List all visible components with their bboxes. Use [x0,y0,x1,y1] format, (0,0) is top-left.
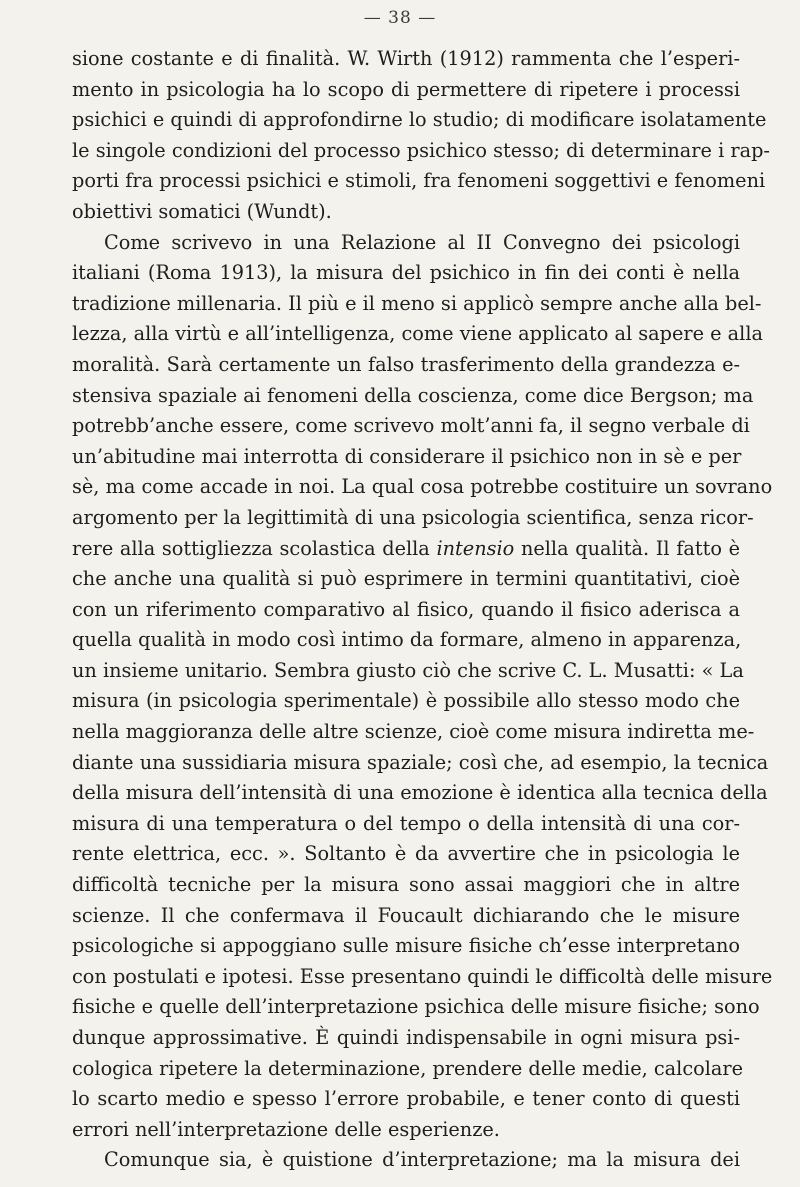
text-line: moralità. Sarà certamente un falso trasferimento della grandezza e- [72,352,740,376]
text-line: sè, ma come accade in noi. La qual cosa potrebbe costituire un sovrano [72,475,773,499]
text-segment: nella qualità. Il fatto è [520,536,740,560]
text-line: Comunque sia, è quistione d’interpretazione; ma la misura dei [104,1148,740,1172]
text-line: cologica ripetere la determinazione, prendere delle medie, calcolare [72,1056,744,1080]
italic-term: intensio [436,536,515,560]
text-line: Come scrivevo in una Relazione al II Convegno dei psicologi [104,230,740,254]
text-line: tradizione millenaria. Il più e il meno si applicò sempre anche alla bel- [72,291,762,315]
text-line: nella maggioranza delle altre scienze, cioè come misura indiretta me- [72,720,755,744]
text-line: mento in psicologia ha lo scopo di permettere di ripetere i processi [72,77,740,101]
text-line: misura di una temperatura o del tempo o della intensità di una cor- [72,811,740,835]
text-line: argomento per la legittimità di una psicologia scientifica, senza ricor- [72,505,754,529]
text-line: rente elettrica, ecc. ». Soltanto è da avvertire che in psicologia le [72,842,740,866]
text-line: lo scarto medio e spesso l’errore probabile, e tener conto di questi [72,1087,740,1111]
text-line: difficoltà tecniche per la misura sono assai maggiori che in altre [72,873,740,897]
text-line: psicologiche si appoggiano sulle misure fisiche ch’esse interpretano [72,934,740,958]
text-line: italiani (Roma 1913), la misura del psichico in fin dei conti è nella [72,261,740,285]
text-line: che anche una qualità si può esprimere in termini quantitativi, cioè [72,567,740,591]
text-line: un insieme unitario. Sembra giusto ciò che scrive C. L. Musatti: « La [72,658,744,682]
text-line: errori nell’interpretazione delle esperienze. [72,1117,500,1141]
text-line: obiettivi somatici (Wundt). [72,199,332,223]
text-line: fisiche e quelle dell’interpretazione psichica delle misure fisiche; sono [72,995,760,1019]
text-line: diante una sussidiaria misura spaziale; così che, ad esempio, la tecnica [72,750,769,774]
text-line: con un riferimento comparativo al fisico, quando il fisico aderisca a [72,597,740,621]
text-line: della misura dell’intensità di una emozione è identica alla tecnica della [72,781,768,805]
body-text [72,44,773,1176]
text-line: scienze. Il che confermava il Foucault dichiarando che le misure [72,903,740,927]
text-line: sione costante e di finalità. W. Wirth (1912) rammenta che l’esperi- [72,47,740,70]
text-segment: rere alla sottigliezza scolastica della [72,536,430,560]
text-line: un’abitudine mai interrotta di considerare il psichico non in sè e per [72,444,742,468]
text-line: stensiva spaziale ai fenomeni della coscienza, come dice Bergson; ma [72,383,754,407]
text-line: con postulati e ipotesi. Esse presentano quindi le difficoltà delle misure [72,964,773,988]
text-line: dunque approssimative. È quindi indispensabile in ogni misura psi- [72,1026,740,1049]
page-number: — 38 — [363,8,437,28]
text-line: quella qualità in modo così intimo da formare, almeno in apparenza, [72,628,742,652]
text-line: porti fra processi psichici e stimoli, fra fenomeni soggettivi e fenomeni [72,169,766,193]
text-line: misura (in psicologia sperimentale) è possibile allo stesso modo che [72,689,740,713]
text-line: potrebb’anche essere, come scrivevo molt’anni fa, il segno verbale di [72,414,750,438]
text-line: le singole condizioni del processo psichico stesso; di determinare i rap- [72,138,770,162]
text-line: lezza, alla virtù e all’intelligenza, come viene applicato al sapere e alla [72,322,763,346]
text-line: psichici e quindi di approfondirne lo studio; di modificare isolatamente [72,108,767,132]
text-line-with-italic [72,534,740,565]
